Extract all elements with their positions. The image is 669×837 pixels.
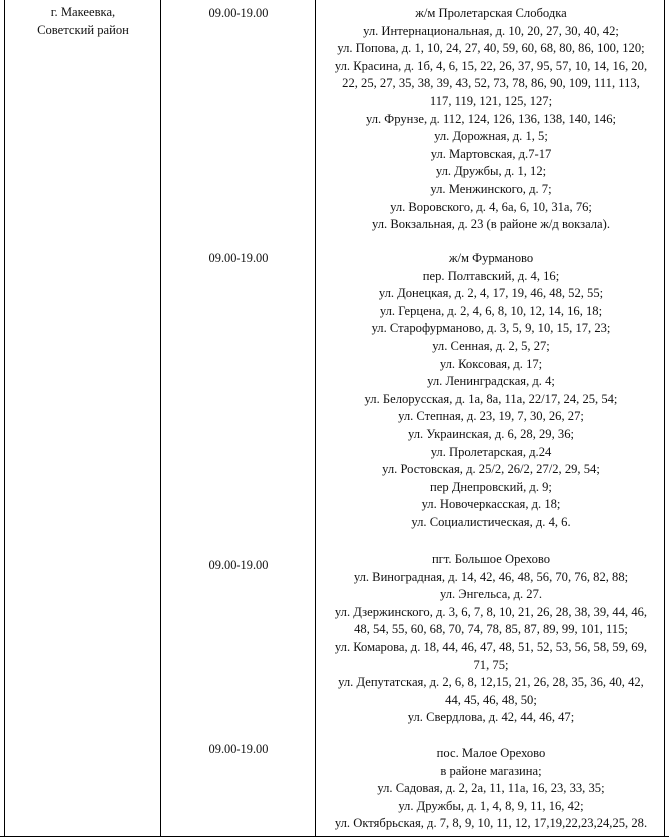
district-name: Советский район	[37, 22, 129, 37]
address-line: ул. Донецкая, д. 2, 4, 17, 19, 46, 48, 52, 55;	[378, 286, 604, 301]
area-block-bolshoe-orekhovo	[318, 551, 664, 727]
address-line: ул. Виноградная, д. 14, 42, 46, 48, 56, 70, 76, 82, 88;	[353, 569, 629, 584]
address-line: ул. Старофурманово, д. 3, 5, 9, 10, 15, 17, 23;	[371, 321, 611, 336]
address-line: ул. Воровского, д. 4, 6а, 6, 10, 31а, 76;	[390, 199, 592, 214]
address-line: ул. Белорусская, д. 1а, 8а, 11а, 22/17, 24, 25, 54;	[364, 391, 618, 406]
address-line: ул. Украинская, д. 6, 28, 29, 36;	[408, 426, 574, 441]
address-line: ул. Депутатская, д. 2, 6, 8, 12,15, 21, 26, 28, 35, 36, 40, 42,	[338, 675, 644, 690]
address-line: ул. Садовая, д. 2, 2а, 11, 11а, 16, 23, 33, 35;	[377, 781, 605, 796]
address-line: ул. Ростовская, д. 25/2, 26/2, 27/2, 29, 54;	[382, 462, 600, 477]
address-line: ул. Ленинградская, д. 4;	[427, 374, 555, 389]
district-cell	[6, 4, 160, 39]
address-line: ул. Социалистическая, д. 4, 6.	[411, 514, 571, 529]
area-title: ж/м Фурманово	[448, 251, 534, 265]
address-line: ул. Вокзальная, д. 23 (в районе ж/д вокзала).	[372, 217, 610, 232]
time-cell-3: 09.00-19.00	[208, 558, 269, 572]
address-line: ул. Коксовая, д. 17;	[439, 356, 543, 371]
address-line: ул. Пролетарская, д.24	[430, 444, 552, 459]
address-line: 48, 54, 55, 60, 68, 70, 74, 78, 85, 87, 89, 99, 101, 115;	[354, 622, 628, 637]
address-line: в районе магазина;	[440, 763, 542, 778]
area-block-proletarskaya	[318, 5, 664, 234]
area-block-maloe-orekhovo	[318, 745, 664, 833]
area-title: ж/м Пролетарская Слободка	[415, 6, 567, 20]
address-line: ул. Свердлова, д. 42, 44, 46, 47;	[407, 710, 575, 725]
address-line: ул. Мартовская, д.7-17	[430, 146, 552, 161]
address-line: ул. Новочеркасская, д. 18;	[421, 497, 561, 512]
address-line: ул. Герцена, д. 2, 4, 6, 8, 10, 12, 14, 16, 18;	[379, 303, 603, 318]
table-left-border	[4, 0, 5, 837]
address-line: ул. Фрунзе, д. 112, 124, 126, 136, 138, 140, 146;	[365, 111, 617, 126]
district-city: г. Макеевка,	[50, 5, 116, 19]
time-cell-1: 09.00-19.00	[208, 6, 269, 20]
address-line: пер Днепровский, д. 9;	[430, 479, 552, 494]
address-line: ул. Сенная, д. 2, 5, 27;	[432, 338, 550, 353]
time-cell-4: 09.00-19.00	[208, 742, 269, 756]
time-cell-2: 09.00-19.00	[208, 251, 269, 265]
table-right-border	[664, 0, 665, 837]
address-line: ул. Менжинского, д. 7;	[430, 181, 552, 196]
address-line: ул. Красина, д. 1б, 4, 6, 15, 22, 26, 37, 95, 57, 10, 14, 16, 20,	[334, 58, 648, 73]
address-line: 71, 75;	[473, 657, 509, 672]
address-line: ул. Комарова, д. 18, 44, 46, 47, 48, 51, 52, 53, 56, 58, 59, 69,	[334, 639, 648, 654]
address-line: ул. Степная, д. 23, 19, 7, 30, 26, 27;	[398, 409, 584, 424]
address-line: ул. Энгельса, д. 27.	[439, 587, 543, 602]
column-divider-2	[315, 0, 316, 837]
address-line: ул. Дружбы, д. 1, 12;	[435, 164, 547, 179]
area-block-furmanovo	[318, 250, 664, 532]
address-line: ул. Попова, д. 1, 10, 24, 27, 40, 59, 60, 68, 80, 86, 100, 120;	[337, 41, 645, 56]
column-divider-1	[160, 0, 161, 837]
address-line: ул. Дружбы, д. 1, 4, 8, 9, 11, 16, 42;	[398, 798, 584, 813]
address-line: ул. Дзержинского, д. 3, 6, 7, 8, 10, 21, 26, 28, 38, 39, 44, 46,	[334, 604, 648, 619]
area-title: пос. Малое Орехово	[436, 746, 546, 760]
address-line: пер. Полтавский, д. 4, 16;	[422, 268, 560, 283]
address-line: ул. Октябрьская, д. 7, 8, 9, 10, 11, 12, 17,19,22,23,24,25, 28.	[334, 816, 648, 831]
address-line: 44, 45, 46, 48, 50;	[445, 692, 537, 707]
address-line: 117, 119, 121, 125, 127;	[429, 93, 553, 108]
area-title: пгт. Большое Орехово	[431, 552, 551, 566]
address-line: ул. Интернациональная, д. 10, 20, 27, 30, 40, 42;	[363, 23, 619, 38]
address-line: ул. Дорожная, д. 1, 5;	[434, 129, 548, 144]
address-line: 22, 25, 27, 35, 38, 39, 43, 52, 73, 78, 86, 90, 109, 111, 113,	[342, 76, 640, 91]
